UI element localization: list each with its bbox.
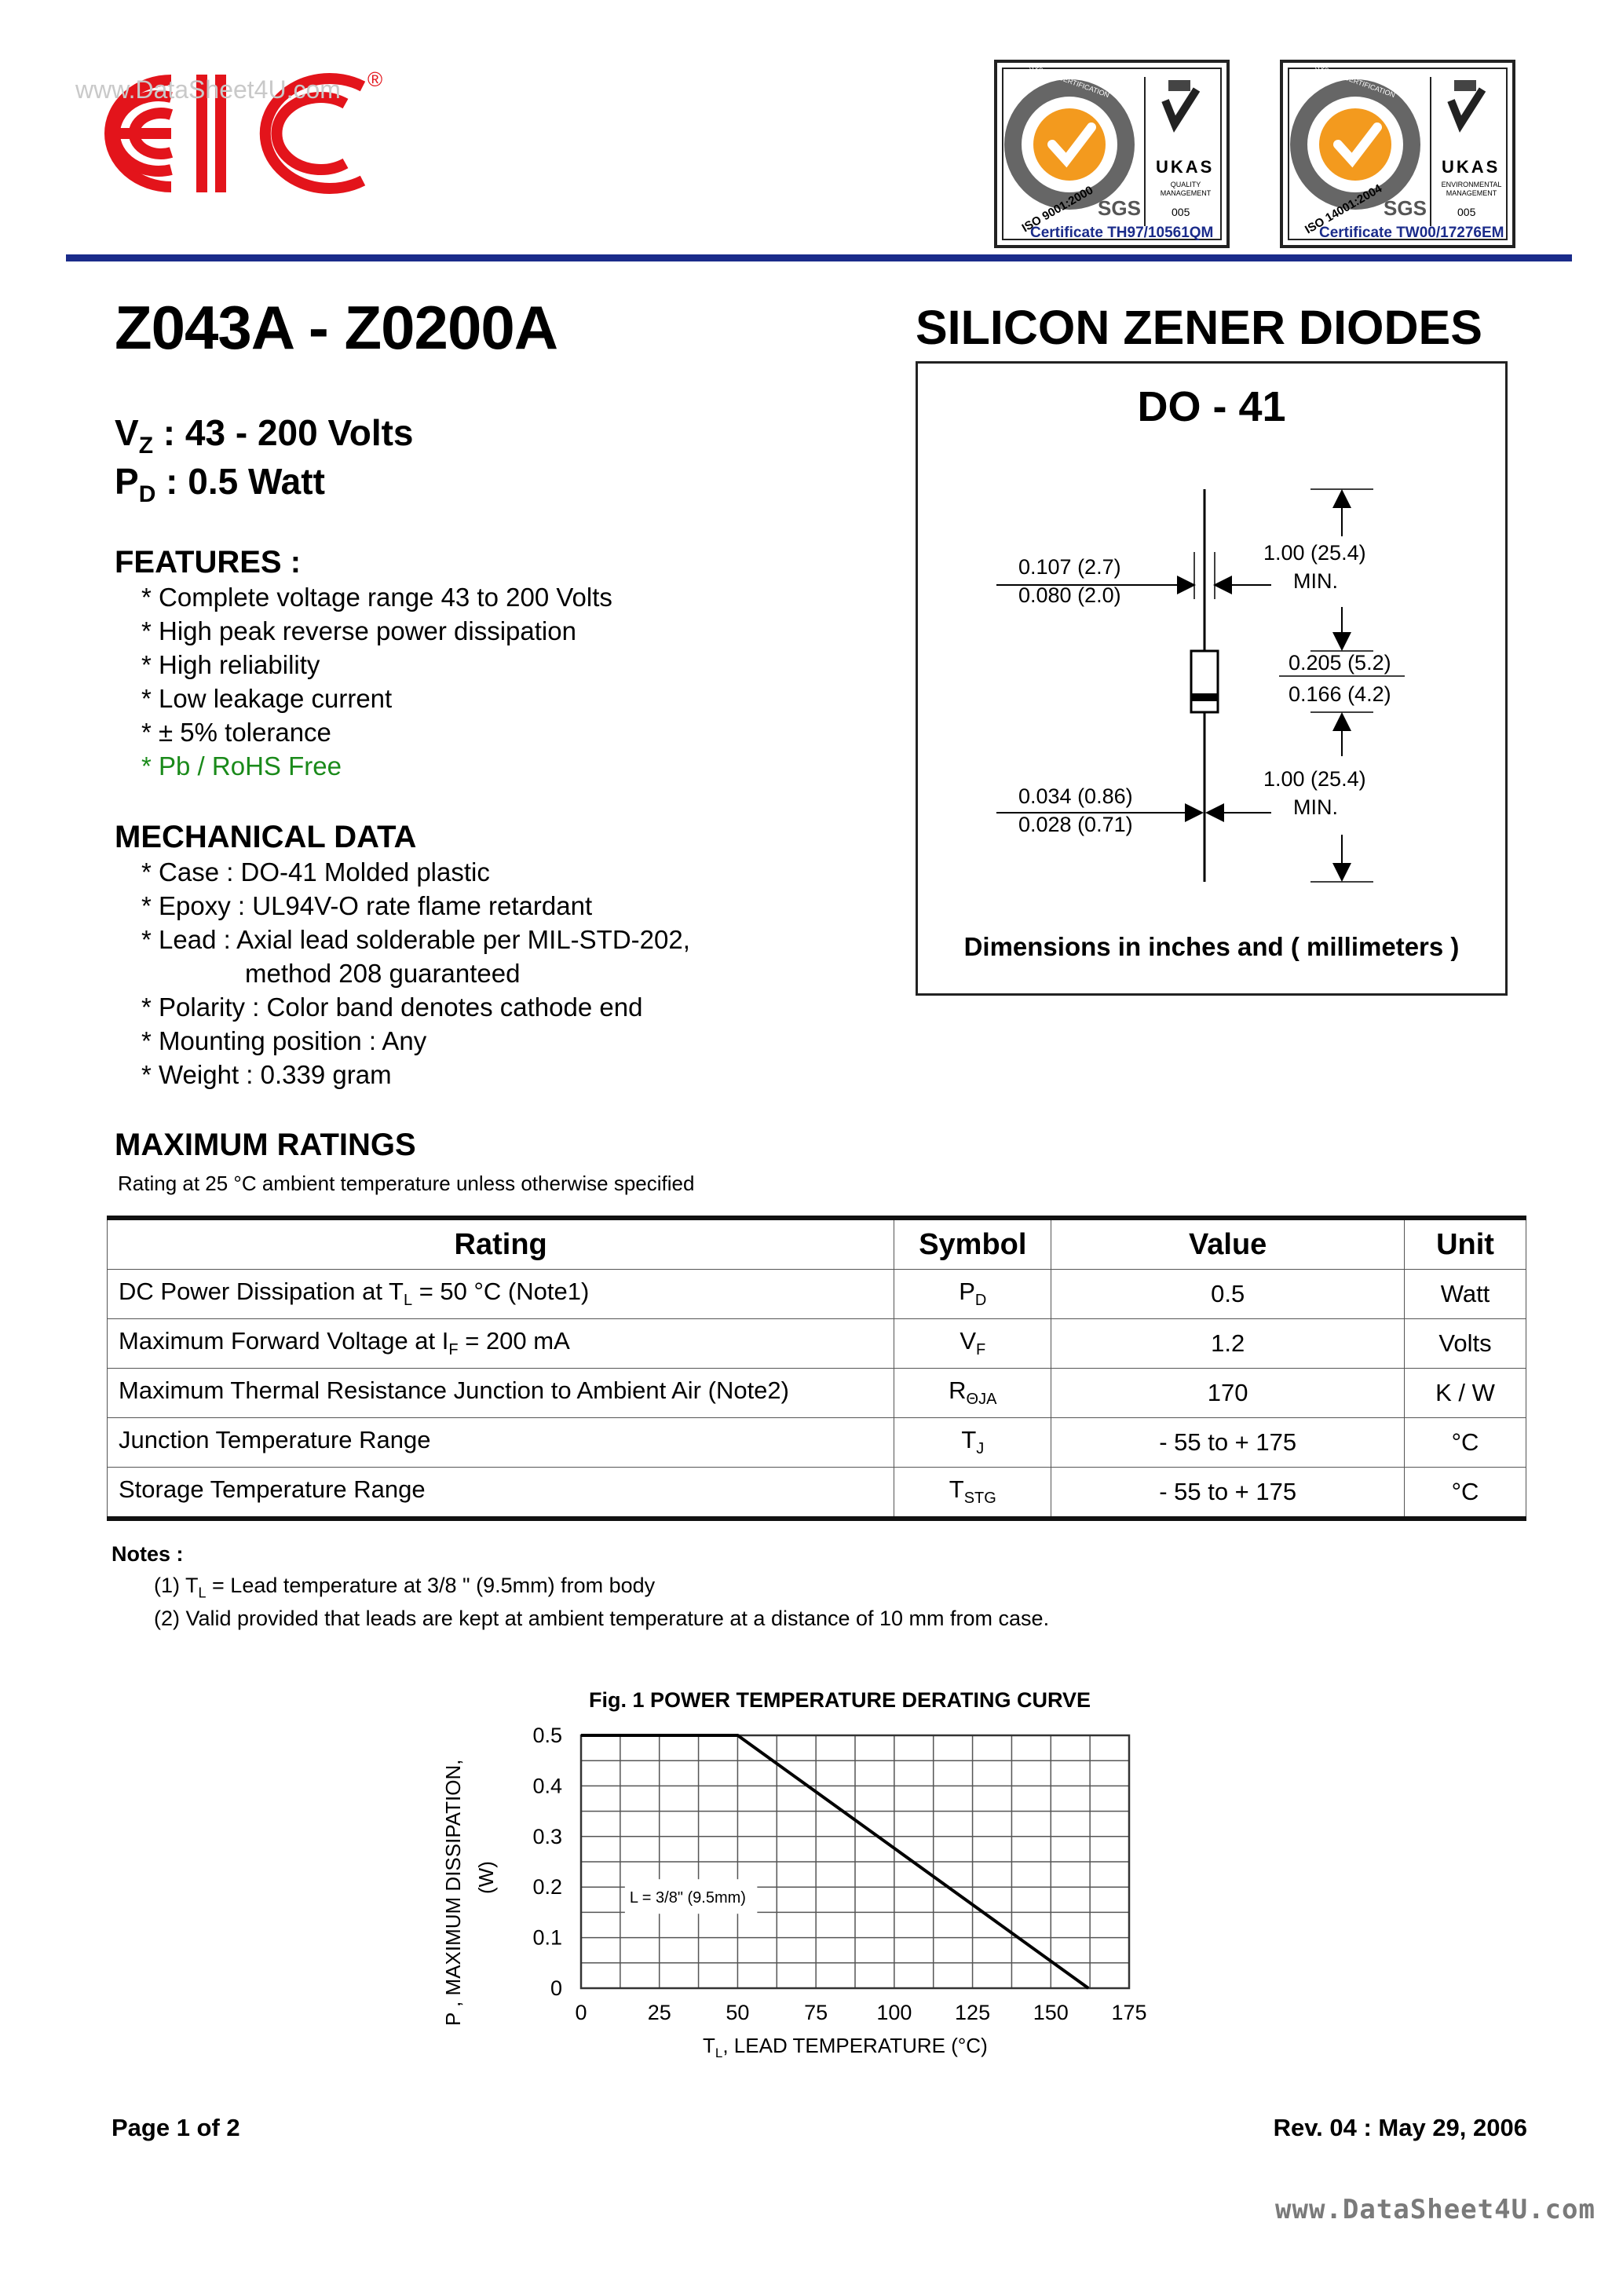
value-cell: 0.5 <box>1051 1270 1405 1319</box>
certificate-2-caption: Certificate TW00/17276EM <box>1319 225 1504 241</box>
feature-item: * High peak reverse power dissipation <box>141 616 576 645</box>
body-diameter-min: 0.080 (2.0) <box>1018 583 1121 607</box>
body-diameter-max: 0.107 (2.7) <box>1018 555 1121 579</box>
x-axis-label: $T_L$, LEAD TEMPERATURE (°C) <box>703 2034 988 2060</box>
bottom-lead-length: 1.00 (25.4) <box>1263 767 1366 791</box>
symbol-cell: $P_D$ <box>894 1270 1051 1319</box>
x-tick-label: 100 <box>876 2001 912 2024</box>
y-tick-label: 0 <box>550 1976 562 2000</box>
table-row <box>108 1418 1526 1468</box>
bottom-lead-min: MIN. <box>1293 795 1338 819</box>
column-header: Value <box>1051 1218 1405 1270</box>
mechanical-item: * Polarity : Color band denotes cathode end <box>141 993 643 1022</box>
x-tick-label: 125 <box>955 2001 991 2024</box>
ukas-sub-label: QUALITY MANAGEMENT <box>1160 181 1212 197</box>
mechanical-item: * Mounting position : Any <box>141 1026 427 1055</box>
package-title: DO - 41 <box>1137 383 1286 430</box>
iso9001-certificate-badge <box>994 60 1230 248</box>
table-row <box>108 1369 1526 1418</box>
feature-item: * ± 5% tolerance <box>141 718 331 747</box>
chart-grid <box>581 1735 1129 1988</box>
derating-curve-chart <box>424 1720 1209 2081</box>
value-cell: 1.2 <box>1051 1319 1405 1369</box>
unit-cell: K / W <box>1405 1369 1526 1418</box>
features-heading: FEATURES : <box>115 545 302 579</box>
feature-item: * Complete voltage range 43 to 200 Volts <box>141 583 612 612</box>
y-tick-label: 0.4 <box>532 1774 562 1798</box>
package-outline-box <box>916 361 1508 996</box>
lead-diameter-min: 0.028 (0.71) <box>1018 813 1133 836</box>
ratings-condition-note: Rating at 25 °C ambient temperature unless otherwise specified <box>118 1172 695 1195</box>
column-header: Unit <box>1405 1218 1526 1270</box>
symbol-cell: $T_{STG}$ <box>894 1468 1051 1519</box>
mechanical-item: * Case : DO-41 Molded plastic <box>141 857 490 887</box>
lead-length-annotation: L = 3/8" (9.5mm) <box>629 1889 746 1907</box>
ukas-label: UKAS <box>1442 157 1501 177</box>
ukas-sub-label: ENVIRONMENTAL MANAGEMENT <box>1441 181 1502 197</box>
rating-cell: Storage Temperature Range <box>108 1468 894 1519</box>
dimensions-caption: Dimensions in inches and ( millimeters ) <box>963 932 1460 961</box>
table-row <box>108 1468 1526 1519</box>
sgs-label: SGS <box>1384 196 1427 220</box>
lead-diameter-max: 0.034 (0.86) <box>1018 784 1133 808</box>
rating-cell: DC Power Dissipation at $T_L = 50$ °C (Note1) <box>108 1270 894 1319</box>
iso-label: ISO 14001:2004 <box>1303 181 1384 237</box>
footer-watermark: www.DataSheet4U.com <box>1275 2194 1596 2225</box>
note-1: (1) $T_L$ = Lead temperature at 3/8 " (9.5mm) from body <box>154 1574 656 1601</box>
y-axis-unit-label: (W) <box>474 1861 498 1894</box>
ring-text: SYSTEM CERTIFICATION <box>1314 62 1397 100</box>
x-tick-label: 50 <box>726 2001 750 2024</box>
unit-cell: °C <box>1405 1468 1526 1519</box>
body-length-min: 0.166 (4.2) <box>1289 682 1391 706</box>
ukas-number: 005 <box>1172 206 1190 218</box>
value-cell: - 55 to + 175 <box>1051 1418 1405 1468</box>
unit-cell: Watt <box>1405 1270 1526 1319</box>
feature-item-rohs: * Pb / RoHS Free <box>141 751 342 781</box>
maximum-ratings-heading: MAXIMUM RATINGS <box>115 1128 416 1162</box>
vz-spec: $V_Z$ : 43 - 200 Volts <box>115 412 414 459</box>
y-tick-label: 0.1 <box>532 1925 562 1950</box>
rating-cell: Maximum Thermal Resistance Junction to Ambient Air (Note2) <box>108 1369 894 1418</box>
revision-date: Rev. 04 : May 29, 2006 <box>1273 2114 1527 2141</box>
note-2: (2) Valid provided that leads are kept at ambient temperature at a distance of 10 mm from case. <box>154 1607 1050 1630</box>
iso-label: ISO 9001:2000 <box>1019 183 1096 236</box>
x-tick-label: 175 <box>1111 2001 1147 2024</box>
table-header-row <box>108 1218 1526 1270</box>
table-row <box>108 1270 1526 1319</box>
body-length-max: 0.205 (5.2) <box>1289 651 1391 675</box>
symbol-cell: $R_{\Theta JA}$ <box>894 1369 1051 1418</box>
value-cell: - 55 to + 175 <box>1051 1468 1405 1519</box>
feature-item: * High reliability <box>141 650 320 679</box>
part-number-title: Z043A - Z0200A <box>115 293 558 362</box>
mechanical-item: * Weight : 0.339 gram <box>141 1060 392 1089</box>
x-tick-label: 150 <box>1033 2001 1069 2024</box>
feature-item: * Low leakage current <box>141 684 393 713</box>
do41-package-drawing <box>918 364 1505 993</box>
table-row <box>108 1319 1526 1369</box>
unit-cell: Volts <box>1405 1319 1526 1369</box>
mechanical-item: * Epoxy : UL94V-O rate flame retardant <box>141 891 593 920</box>
notes-heading: Notes : <box>111 1542 184 1566</box>
x-tick-label: 75 <box>804 2001 828 2024</box>
x-tick-label: 0 <box>575 2001 587 2024</box>
value-cell: 170 <box>1051 1369 1405 1418</box>
top-watermark: www.DataSheet4U.com <box>75 75 341 104</box>
chart-title: Fig. 1 POWER TEMPERATURE DERATING CURVE <box>589 1688 1091 1712</box>
chart-ticks <box>532 1724 1146 2024</box>
mechanical-data-heading: MECHANICAL DATA <box>115 820 417 854</box>
mechanical-item: method 208 guaranteed <box>245 959 521 988</box>
ukas-number: 005 <box>1457 206 1476 218</box>
header-divider <box>66 254 1572 261</box>
svg-text:®: ® <box>367 68 383 91</box>
symbol-cell: $T_J$ <box>894 1418 1051 1468</box>
mechanical-item: * Lead : Axial lead solderable per MIL-STD-202, <box>141 925 690 954</box>
page-number: Page 1 of 2 <box>111 2114 240 2141</box>
x-tick-label: 25 <box>647 2001 671 2024</box>
column-header: Symbol <box>894 1218 1051 1270</box>
unit-cell: °C <box>1405 1418 1526 1468</box>
symbol-cell: $V_F$ <box>894 1319 1051 1369</box>
rating-cell: Junction Temperature Range <box>108 1418 894 1468</box>
ring-text: SYSTEM CERTIFICATION <box>1028 62 1111 100</box>
column-header: Rating <box>108 1218 894 1270</box>
certificate-1-caption: Certificate TH97/10561QM <box>1030 225 1214 241</box>
top-lead-length: 1.00 (25.4) <box>1263 541 1366 565</box>
top-lead-min: MIN. <box>1293 569 1338 593</box>
rating-cell: Maximum Forward Voltage at $I_F = 200$ mA <box>108 1319 894 1369</box>
maximum-ratings-table <box>107 1216 1526 1521</box>
iso14001-certificate-badge <box>1280 60 1515 248</box>
y-tick-label: 0.2 <box>532 1875 562 1899</box>
y-axis-label: P , MAXIMUM DISSIPATION, <box>441 1759 465 2026</box>
y-tick-label: 0.3 <box>532 1824 562 1848</box>
pd-spec: $P_D$ : 0.5 Watt <box>115 461 325 508</box>
product-category: SILICON ZENER DIODES <box>916 301 1482 354</box>
ukas-label: UKAS <box>1156 157 1215 177</box>
y-tick-label: 0.5 <box>532 1724 562 1747</box>
sgs-label: SGS <box>1098 196 1141 220</box>
